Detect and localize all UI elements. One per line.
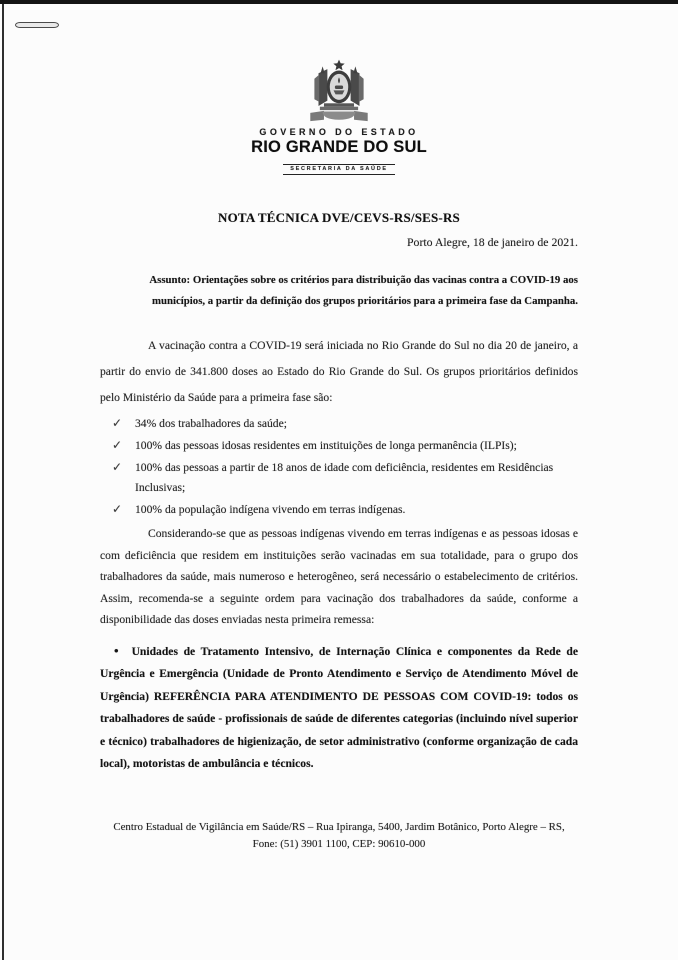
- checkmark-icon: ✓: [112, 501, 123, 516]
- letterhead-state-name: RIO GRANDE DO SUL: [251, 138, 427, 157]
- paragraph-criteria: Considerando-se que as pessoas indígenas vivendo em terras indígenas e as pessoas idosas e com deficiência que residem em instituições serão vacinadas em sua totalidade, para o grupo dos trabalhadores da saúde, mais numeroso e heterogêneo, será necessário o estabelecimento de critérios. Assim, recomenda-se a seguinte ordem para vacinação dos trabalhadores da saúde, conforme a disponibilidade das doses enviadas nesta primeira remessa:: [100, 527, 578, 626]
- scan-artifact-mark: [15, 22, 59, 28]
- checkmark-icon: ✓: [112, 438, 123, 452]
- document-footer: [39, 819, 639, 853]
- checkmark-icon: ✓: [112, 460, 123, 474]
- list-item-text: 100% das pessoas idosas residentes em instituições de longa permanência (ILPIs);: [135, 439, 517, 452]
- list-item: [100, 500, 578, 520]
- list-item: [100, 414, 578, 434]
- document-body: [100, 0, 578, 776]
- list-item-text: 100% das pessoas a partir de 18 anos de idade com deficiência, residentes em Residências Inclusivas;: [135, 461, 554, 494]
- subject-line: Assunto: Orientações sobre os critérios para distribuição das vacinas contra a COVID-19 aos municípios, a partir da definição dos grupos prioritários para a primeira fase da Campanha.: [149, 274, 578, 307]
- bullet-item-health-units: [100, 640, 578, 776]
- paragraph-vaccination-intro: A vacinação contra a COVID-19 será iniciada no Rio Grande do Sul no dia 20 de janeiro, a partir do envio de 341.800 doses ao Estado do Rio Grande do Sul. Os grupos prioritários definidos pelo Ministério da Saúde para a primeira fase são:: [100, 339, 578, 404]
- priority-groups-list: [100, 414, 578, 519]
- letterhead-department: SECRETARIA DA SAÚDE: [283, 164, 395, 175]
- dateline: Porto Alegre, 18 de janeiro de 2021.: [406, 235, 578, 249]
- bullet-item-text: Unidades de Tratamento Intensivo, de Internação Clínica e componentes da Rede de Urgência e Emergência (Unidade de Pronto Atendimento e Serviço de Atendimento Móvel de Urgência) REFERÊNCIA PARA ATENDIMENTO DE PESSOAS COM COVID-19: todos os trabalhadores de saúde - profissionais de saúde de diferentes categorias (incluindo nível superior e técnico) trabalhadores de higienização, de setor administrativo (conforme organização de cada local), motoristas de ambulância e técnicos.: [100, 644, 578, 770]
- list-item: [100, 436, 578, 456]
- letterhead-government-line: GOVERNO DO ESTADO: [259, 127, 419, 137]
- footer-phone-line: Fone: (51) 3901 1100, CEP: 90610-000: [252, 838, 426, 850]
- bullet-icon: •: [114, 642, 119, 658]
- list-item: [100, 458, 578, 497]
- footer-address-line: Centro Estadual de Vigilância em Saúde/RS – Rua Ipiranga, 5400, Jardim Botânico, Porto Alegre – RS,: [113, 821, 565, 833]
- list-item-text: 100% da população indígena vivendo em terras indígenas.: [135, 502, 406, 516]
- checkmark-icon: ✓: [112, 416, 123, 430]
- list-item-text: 34% dos trabalhadores da saúde;: [135, 417, 287, 430]
- document-title: NOTA TÉCNICA DVE/CEVS-RS/SES-RS: [218, 210, 460, 225]
